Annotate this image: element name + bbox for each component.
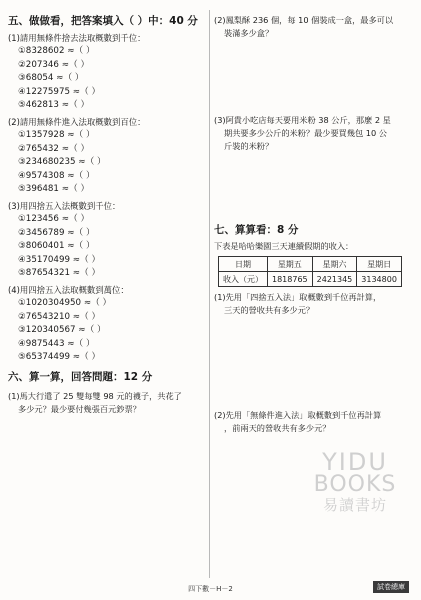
s6-q3-line1: (3)阿貴小吃店每天要用米粉 38 公斤，那麼 2 星 — [214, 115, 391, 125]
table-cell: 2421345 — [312, 272, 357, 287]
table-cell: 星期日 — [357, 257, 402, 272]
q2-item-3: ③234680235 ≈（ ） — [18, 157, 106, 168]
table-cell: 星期五 — [268, 257, 313, 272]
section5-title: 五、做做看，把答案填入（ ）中：40 分 — [8, 15, 198, 27]
income-table — [218, 256, 402, 287]
q2-item-4: ④9574308 ≈（ ） — [18, 170, 95, 181]
q1-item-3: ③68054 ≈（ ） — [18, 73, 84, 84]
s6-q1-line2: 多少元？最少要付幾張百元鈔票？ — [18, 403, 141, 414]
q2-item-1: ①1357928 ≈（ ） — [18, 129, 95, 140]
section6-title: 六、算一算，回答問題：12 分 — [8, 370, 153, 383]
s6-q3-line2: 期共要多少公斤的米粉？最少要買幾包 10 公 — [224, 128, 387, 138]
q4-item-3: ③120340567 ≈（ ） — [18, 325, 106, 336]
s7-q1-line1: (1)先用「四捨五入法」取概數到千位再計算， — [214, 292, 382, 302]
right-column — [214, 14, 414, 435]
q2-prompt: (2)請用無條件進入法取概數到百位： — [8, 116, 146, 127]
q1-item-1: ①8328602 ≈（ ） — [18, 46, 95, 56]
table-cell: 日期 — [219, 257, 268, 272]
s7-q2-line2: ，前兩天的營收共有多少元？ — [224, 423, 331, 433]
table-cell: 3134800 — [357, 272, 402, 287]
s7-q1-line2: 三天的營收共有多少元？ — [224, 305, 315, 315]
footer-stamp: 試卷總庫 — [373, 581, 409, 593]
q3-item-5: ⑤87654321 ≈（ ） — [18, 268, 101, 279]
q4-prompt: (4)用四捨五入法取概數到萬位： — [8, 284, 129, 295]
q1-prompt: (1)請用無條件捨去法取概數到千位： — [8, 33, 146, 43]
table-cell: 星期六 — [312, 257, 357, 272]
q2-item-2: ②765432 ≈（ ） — [18, 143, 90, 154]
q1-item-2: ②207346 ≈（ ） — [18, 59, 90, 70]
section7-title: 七、算算看：8 分 — [214, 224, 299, 236]
page-footer: 四下數－H－2 — [188, 585, 233, 593]
watermark-line2: BOOKS — [313, 472, 397, 497]
q4-item-5: ⑤65374499 ≈（ ） — [18, 352, 101, 363]
table-header-row — [219, 257, 402, 272]
left-column — [8, 14, 208, 416]
s7-q2-line1: (2)先用「無條件進入法」取概數到千位再計算 — [214, 410, 382, 420]
q3-prompt: (3)用四捨五入法概數到千位： — [8, 200, 121, 211]
q4-item-4: ④9875443 ≈（ ） — [18, 338, 95, 349]
s6-q2-line1: (2)鳳梨酥 236 個，每 10 個裝成一盒，最多可以 — [214, 15, 394, 25]
watermark-line3: 易讀書坊 — [322, 496, 387, 514]
s6-q3-line3: 斤裝的米粉？ — [224, 141, 274, 151]
q3-item-4: ④35170499 ≈（ ） — [18, 254, 101, 265]
q4-item-1: ①1020304950 ≈（ ） — [18, 297, 112, 308]
s6-q2-line2: 裝滿多少盒？ — [224, 28, 274, 38]
s6-q1-line1: (1)馬大行遣了 25 雙每雙 98 元的襪子，共花了 — [8, 390, 182, 401]
table-cell: 收入（元） — [219, 272, 268, 287]
q3-item-3: ③8060401 ≈（ ） — [18, 241, 95, 252]
q2-item-5: ⑤396481 ≈（ ） — [18, 184, 90, 195]
publisher-watermark — [300, 450, 410, 514]
q4-item-2: ②76543210 ≈（ ） — [18, 311, 101, 322]
q3-item-1: ①123456 ≈（ ） — [18, 213, 90, 224]
q3-item-2: ②3456789 ≈（ ） — [18, 227, 95, 238]
q1-item-4: ④12275975 ≈（ ） — [18, 86, 101, 97]
q1-item-5: ⑤462813 ≈（ ） — [18, 100, 90, 111]
table-cell: 1818765 — [268, 272, 313, 287]
column-divider — [209, 10, 210, 578]
section7-intro: 下表是哈哈樂園三天連續假期的收入： — [214, 241, 354, 251]
watermark-line1: YIDU — [322, 448, 388, 476]
table-row — [219, 272, 402, 287]
